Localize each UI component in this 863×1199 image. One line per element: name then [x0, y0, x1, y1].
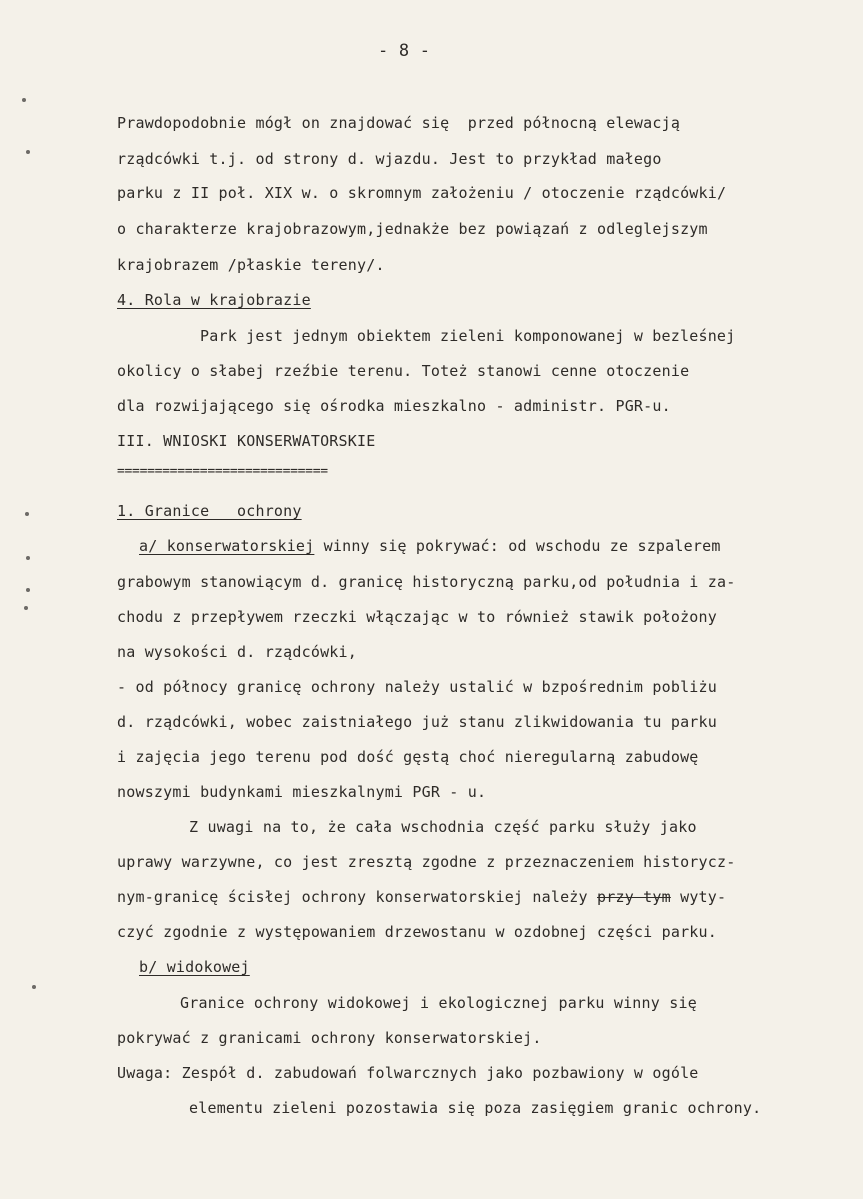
struck-text: przy tym — [597, 888, 671, 906]
subsection-a — [139, 537, 721, 555]
text-line: rządcówki t.j. od strony d. wjazdu. Jest to przykład małego — [117, 150, 662, 168]
binder-hole-mark — [24, 606, 28, 610]
binder-hole-mark — [22, 98, 26, 102]
binder-hole-mark — [26, 588, 30, 592]
text-line: i zajęcia jego terenu pod dość gęstą choć nieregularną zabudowę — [117, 748, 699, 766]
text-segment: wyty- — [670, 888, 727, 906]
double-rule: ============================ — [117, 464, 328, 479]
text-line: uprawy warzywne, co jest zresztą zgodne z przeznaczeniem historycz- — [117, 853, 736, 871]
uwaga-line-1: Uwaga: Zespół d. zabudowań folwarcznych jako pozbawiony w ogóle — [117, 1064, 699, 1082]
text-line: Granice ochrony widokowej i ekologicznej parku winny się — [180, 994, 697, 1012]
binder-hole-mark — [32, 985, 36, 989]
text-line: pokrywać z granicami ochrony konserwatorskiej. — [117, 1029, 542, 1047]
page-number: - 8 - — [378, 41, 431, 61]
uwaga-line-2: elementu zieleni pozostawia się poza zasięgiem granic ochrony. — [189, 1099, 762, 1117]
text-line: czyć zgodnie z występowaniem drzewostanu w ozdobnej części parku. — [117, 923, 717, 941]
subsection-a-text: winny się pokrywać: od wschodu ze szpalerem — [314, 537, 721, 555]
text-line: o charakterze krajobrazowym,jednakże bez powiązań z odleglejszym — [117, 220, 708, 238]
text-line: dla rozwijającego się ośrodka mieszkalno - administr. PGR-u. — [117, 397, 671, 415]
text-line: Park jest jednym obiektem zieleni komponowanej w bezleśnej — [200, 327, 736, 345]
section-4-heading: 4. Rola w krajobrazie — [117, 291, 311, 309]
text-line: na wysokości d. rządcówki, — [117, 643, 357, 661]
section-3-heading: III. WNIOSKI KONSERWATORSKIE — [117, 432, 376, 450]
text-line: parku z II poł. XIX w. o skromnym założeniu / otoczenie rządcówki/ — [117, 184, 727, 202]
text-line: Z uwagi na to, że cała wschodnia część parku służy jako — [189, 818, 697, 836]
text-line: - od północy granicę ochrony należy ustalić w bzpośrednim pobliżu — [117, 678, 717, 696]
text-line: krajobrazem /płaskie tereny/. — [117, 256, 385, 274]
binder-hole-mark — [26, 556, 30, 560]
text-line-with-strike — [117, 888, 726, 906]
text-line: nowszymi budynkami mieszkalnymi PGR - u. — [117, 783, 487, 801]
binder-hole-mark — [26, 150, 30, 154]
text-line: d. rządcówki, wobec zaistniałego już stanu zlikwidowania tu parku — [117, 713, 717, 731]
subsection-b-label: b/ widokowej — [139, 958, 250, 976]
subsection-a-label: a/ konserwatorskiej — [139, 537, 315, 555]
granice-heading: 1. Granice ochrony — [117, 502, 302, 520]
text-line: grabowym stanowiącym d. granicę historyczną parku,od południa i za- — [117, 573, 736, 591]
binder-hole-mark — [25, 512, 29, 516]
text-line: okolicy o słabej rzeźbie terenu. Toteż stanowi cenne otoczenie — [117, 362, 690, 380]
text-line: chodu z przepływem rzeczki włączając w to również stawik położony — [117, 608, 717, 626]
text-line: Prawdopodobnie mógł on znajdować się przed północną elewacją — [117, 114, 681, 132]
text-segment: nym-granicę ścisłej ochrony konserwatorskiej należy — [117, 888, 597, 906]
